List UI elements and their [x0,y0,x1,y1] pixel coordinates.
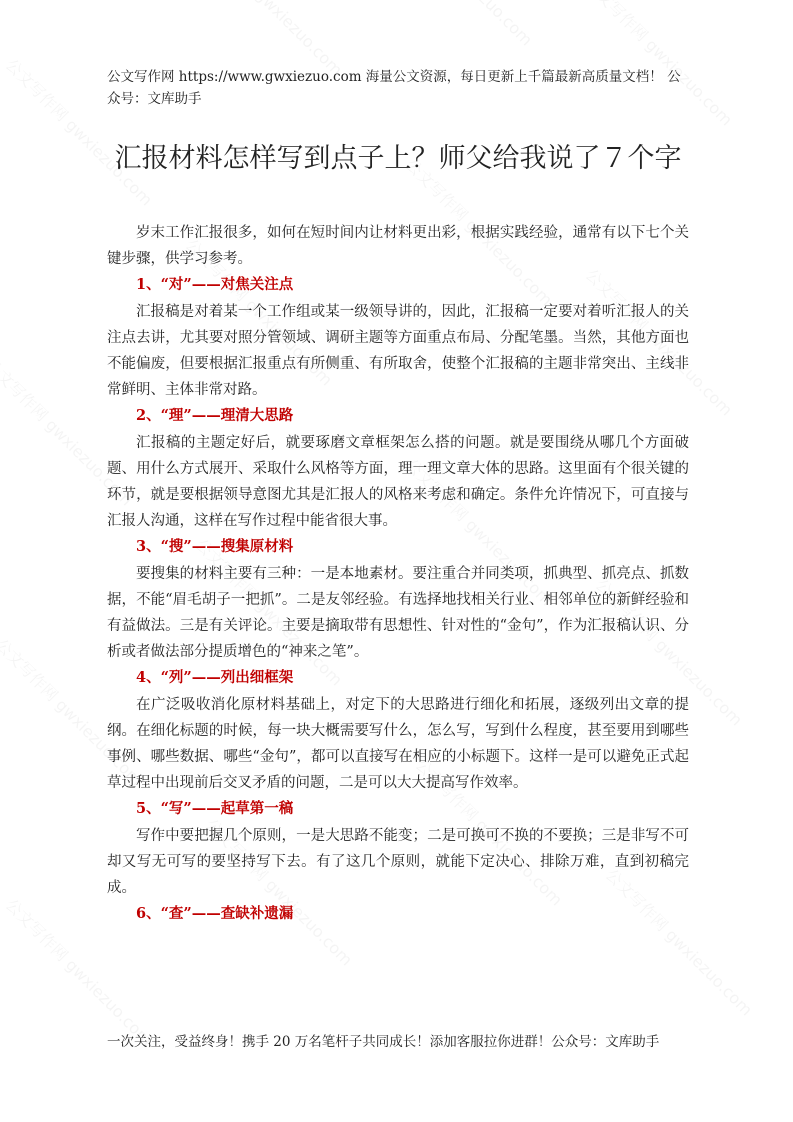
document-title: 汇报材料怎样写到点子上？师父给我说了７个字 [114,143,682,174]
section-heading: 1、“对”——对焦关注点 [136,276,294,294]
section-heading: 6、“查”——查缺补遗漏 [136,905,294,923]
section-heading: 5、“写”——起草第一稿 [136,800,294,818]
page-footer: 一次关注，受益终身！携手 20 万名笔杆子共同成长！添加客服拉你进群！公众号：文库助手 [107,1034,660,1050]
intro-paragraph: 岁末工作汇报很多，如何在短时间内让材料更出彩，根据实践经验，通常有以下七个关键步骤，供学习参考。 [107,225,689,268]
section-paragraph: 汇报稿是对着某一个工作组或某一级领导讲的，因此，汇报稿一定要对着听汇报人的关注点去讲，尤其要对照分管领域、调研主题等方面重点布局、分配笔墨。当然，其他方面也不能偏废，但要根据汇报重点有所侧重、有所取舍，使整个汇报稿的主题非常突出、主线非常鲜明、主体非常对路。 [107,303,689,399]
section-heading: 4、“列”——列出细框架 [136,669,294,687]
section-paragraph: 要搜集的材料主要有三种：一是本地素材。要注重合并同类项，抓典型、抓亮点、抓数据，不能“眉毛胡子一把抓”。二是友邻经验。有选择地找相关行业、相邻单位的新鲜经验和有益做法。三是有关评论。主要是摘取带有思想性、针对性的“金句”，作为汇报稿认识、分析或者做法部分提质增色的“神来之笔”。 [107,565,689,661]
watermark-text [381,0,538,50]
section-heading: 3、“搜”——搜集原材料 [136,538,294,556]
page-header: 公文写作网 https://www.gwxiezuo.com 海量公文资源，每日更新上千篇最新高质量文档！ 公众号：文库助手 [107,69,681,107]
section-heading: 2、“理”——理清大思路 [136,407,294,425]
section-paragraph: 汇报稿的主题定好后，就要琢磨文章框架怎么搭的问题。就是要围绕从哪几个方面破题、用什么方式展开、采取什么风格等方面，理一理文章大体的思路。这里面有个很关键的环节，就是要根据领导意图尤其是汇报人的风格来考虑和确定。条件允许情况下，可直接与汇报人沟通，这样在写作过程中能省很大事。 [107,434,689,530]
document-body [107,220,689,927]
section-paragraph: 写作中要把握几个原则，一是大思路不能变；二是可换可不换的不要换；三是非写不可却又写无可写的要坚持写下去。有了这几个原则，就能下定决心、排除万难，直到初稿完成。 [107,827,689,897]
section-paragraph: 在广泛吸收消化原材料基础上，对定下的大思路进行细化和拓展，逐级列出文章的提纲。在细化标题的时候，每一块大概需要写什么，怎么写，写到什么程度，甚至要用到哪些事例、哪些数据、哪些“金句”，都可以直接写在相应的小标题下。这样一是可以避免正式起草过程中出现前后交叉矛盾的问题，二是可以大大提高写作效率。 [107,696,689,792]
